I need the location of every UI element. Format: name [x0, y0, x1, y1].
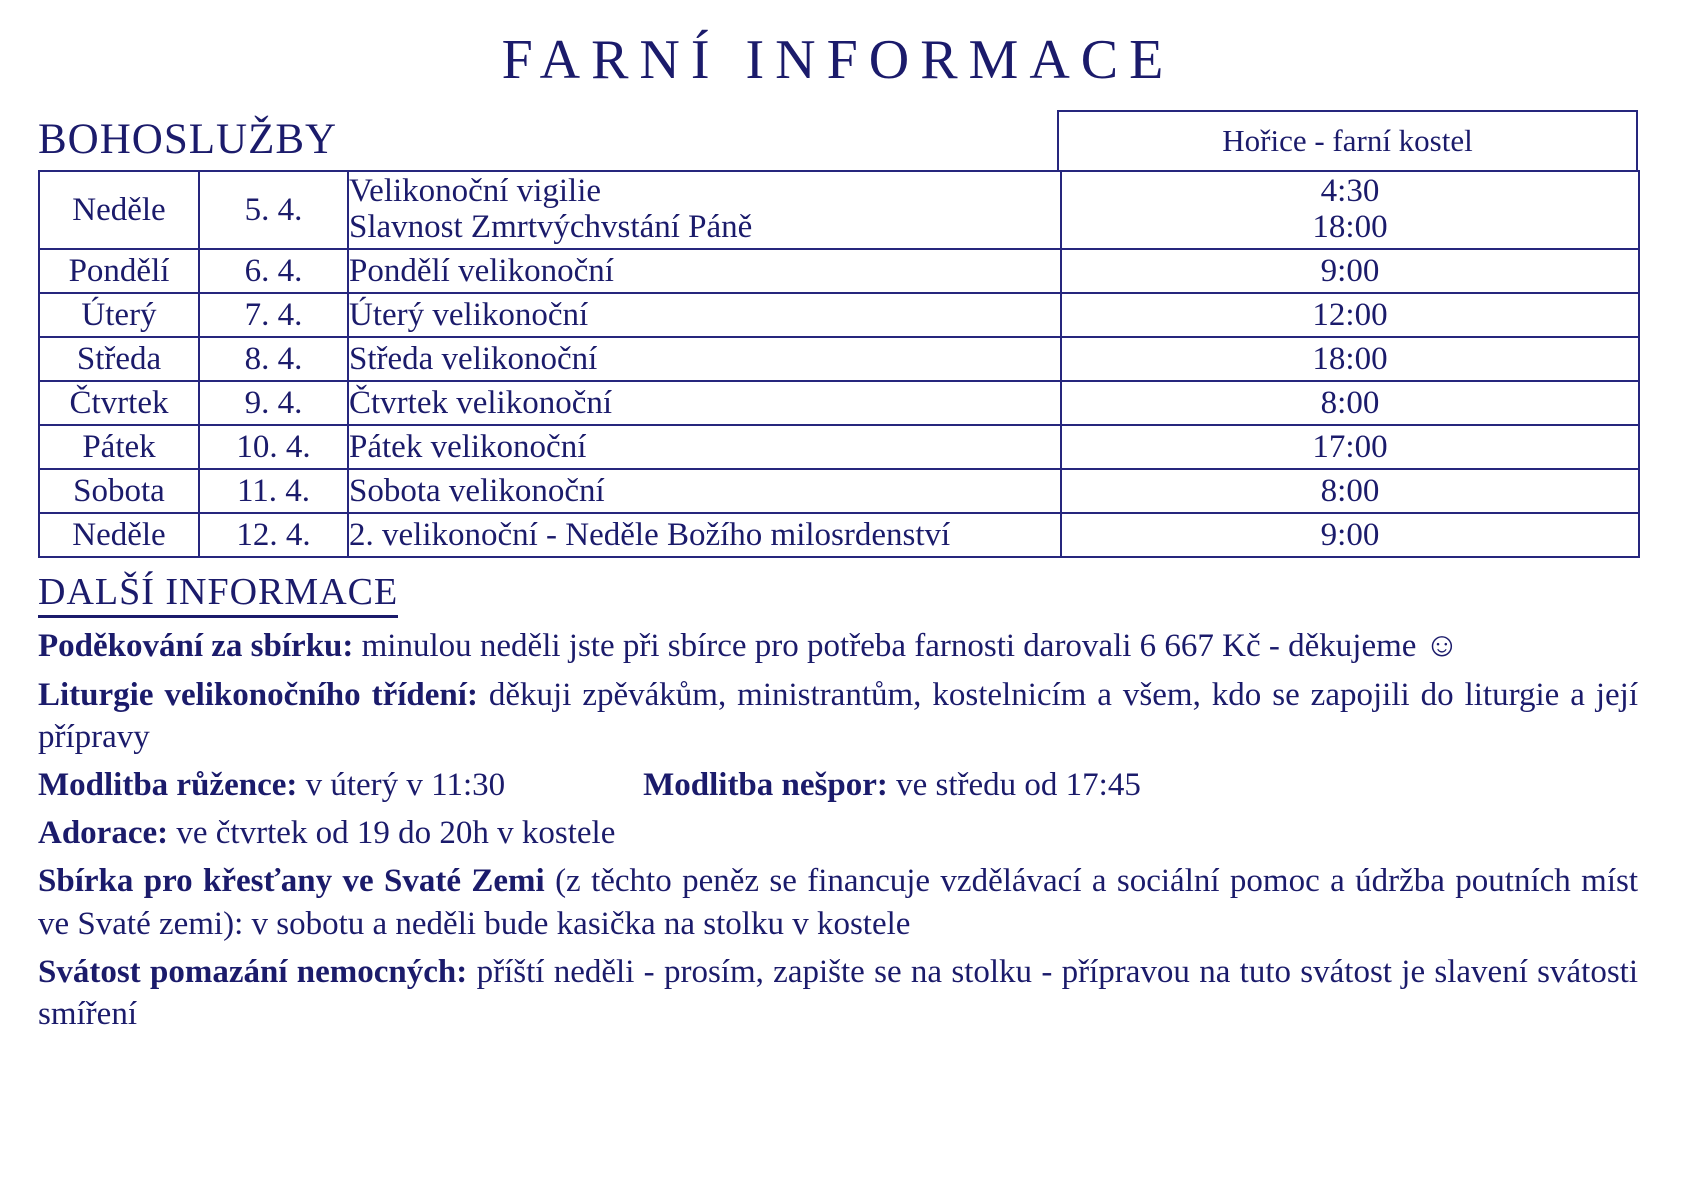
info-text: minulou neděli jste při sbírce pro potřeba farnosti darovali 6 667 Kč - děkujeme — [361, 628, 1417, 664]
info-text: (z těchto peněz se financuje vzdělávací a sociální pomoc a údržba poutních míst ve Svaté zemi): v sobotu a neděli bude kasička na stolku v kostele — [38, 863, 1639, 942]
time-cell: 8:00 — [1061, 381, 1639, 425]
day-cell: Úterý — [39, 293, 199, 337]
location-header-cell — [1057, 110, 1638, 170]
day-cell: Středa — [39, 337, 199, 381]
date-cell: 9. 4. — [199, 381, 348, 425]
day-cell: Pátek — [39, 425, 199, 469]
info-item-adoration — [38, 812, 1638, 854]
info-label: Poděkování za sbírku: — [38, 628, 354, 664]
info-label: Sbírka pro křesťany ve Svaté Zemi — [38, 863, 545, 900]
info-text: ve středu od 17:45 — [896, 766, 1141, 803]
page-title: FARNÍ INFORMACE — [501, 29, 1175, 91]
services-heading: BOHOSLUŽBY — [38, 116, 338, 163]
table-row — [39, 469, 1639, 513]
table-row — [39, 293, 1639, 337]
description-cell: 2. velikonoční - Neděle Božího milosrdenství — [348, 513, 1061, 557]
table-row — [39, 171, 1639, 249]
info-item-anointing — [38, 951, 1638, 1035]
day-cell: Sobota — [39, 469, 199, 513]
date-cell: 7. 4. — [199, 293, 348, 337]
day-cell: Čtvrtek — [39, 381, 199, 425]
day-cell: Neděle — [39, 513, 199, 557]
time-cell — [1061, 171, 1639, 249]
date-cell: 12. 4. — [199, 513, 348, 557]
info-label: Svátost pomazání nemocných: — [38, 953, 468, 990]
day-cell: Neděle — [39, 171, 199, 249]
info-label: Modlitba růžence: — [38, 766, 298, 803]
description-cell: Sobota velikonoční — [348, 469, 1061, 513]
time-line: 18:00 — [1312, 209, 1388, 245]
date-cell: 8. 4. — [199, 337, 348, 381]
info-item-liturgy — [38, 674, 1638, 758]
description-cell: Pátek velikonoční — [348, 425, 1061, 469]
time-cell: 9:00 — [1061, 513, 1639, 557]
date-cell: 10. 4. — [199, 425, 348, 469]
info-label: Modlitba nešpor: — [643, 766, 888, 803]
services-table — [38, 170, 1640, 558]
description-cell: Čtvrtek velikonoční — [348, 381, 1061, 425]
table-row — [39, 425, 1639, 469]
info-item-prayers — [38, 764, 1638, 806]
table-row — [39, 337, 1639, 381]
date-cell: 5. 4. — [199, 171, 348, 249]
table-row — [39, 513, 1639, 557]
date-cell: 11. 4. — [199, 469, 348, 513]
time-line: 4:30 — [1320, 173, 1380, 210]
time-cell: 18:00 — [1061, 337, 1639, 381]
info-text: děkuji zpěvákům, ministrantům, kostelnicím a všem, kdo se zapojili do liturgie a její přípravy — [38, 676, 1639, 755]
table-row — [39, 249, 1639, 293]
location-header-label: Hořice - farní kostel — [1222, 123, 1473, 158]
time-cell: 12:00 — [1061, 293, 1639, 337]
info-text: příští neděli - prosím, zapište se na stolku - přípravou na tuto svátost je slavení svátosti smíření — [38, 953, 1639, 1033]
day-cell: Pondělí — [39, 249, 199, 293]
info-item-collection — [38, 624, 1638, 668]
info-heading: DALŠÍ INFORMACE — [38, 570, 398, 618]
table-row — [39, 381, 1639, 425]
time-cell: 17:00 — [1061, 425, 1639, 469]
info-text: v úterý v 11:30 — [305, 766, 506, 803]
smiley-icon: ☺ — [1424, 627, 1460, 664]
description-line: Slavnost Zmrtvýchvstání Páně — [349, 209, 753, 245]
time-cell: 9:00 — [1061, 249, 1639, 293]
info-label: Liturgie velikonočního třídení: — [38, 676, 478, 713]
additional-info-section — [38, 558, 1638, 1035]
description-cell: Středa velikonoční — [348, 337, 1061, 381]
info-item-holy-land — [38, 860, 1638, 944]
services-header-row — [38, 110, 1638, 170]
info-label: Adorace: — [38, 815, 169, 852]
info-text: ve čtvrtek od 19 do 20h v kostele — [176, 815, 616, 852]
date-cell: 6. 4. — [199, 249, 348, 293]
description-cell: Pondělí velikonoční — [348, 249, 1061, 293]
time-cell: 8:00 — [1061, 469, 1639, 513]
description-line: Velikonoční vigilie — [349, 173, 602, 210]
parish-info-page — [38, 0, 1638, 1035]
description-cell — [348, 171, 1061, 249]
description-cell: Úterý velikonoční — [348, 293, 1061, 337]
